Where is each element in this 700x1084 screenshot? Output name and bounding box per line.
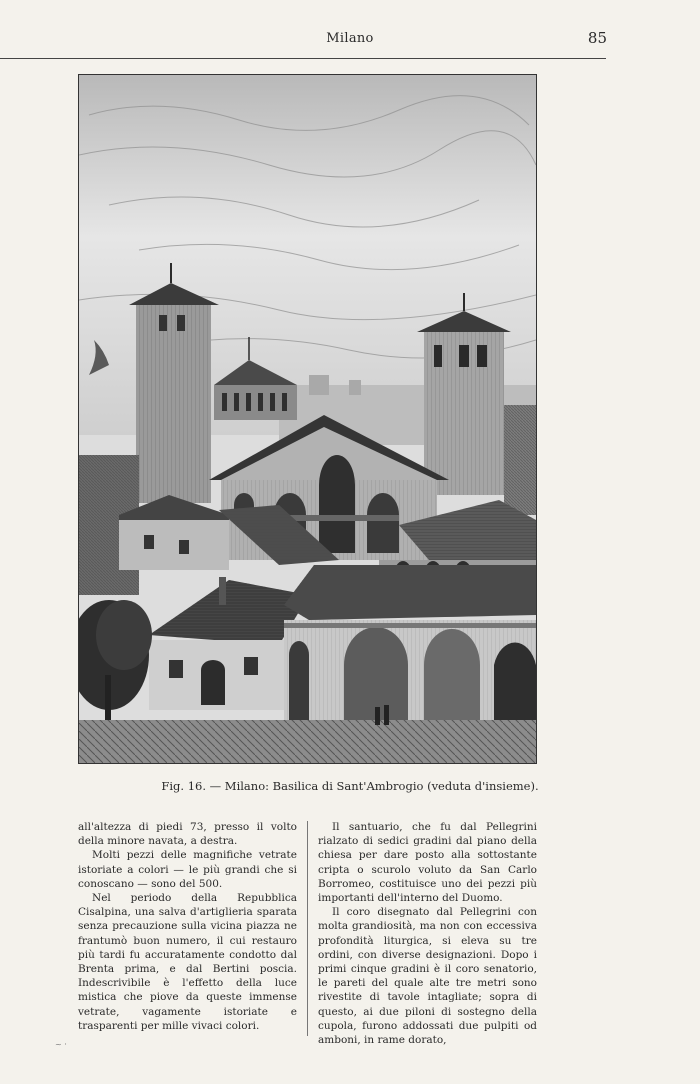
paragraph: Nel periodo della Repubblica Cisalpina, una salva d'artiglieria sparata senza precauzione sulla vicina piazza ne frantumò buon numero, il cui restauro più tardi fu accuratamente condotto dal Brenta prima, e dal Bertini poscia. Indescrivibile è l'effetto della luce mistica che piove da queste immense vetrate, vagamente istoriate e trasparenti per mille vivaci colori. bbox=[78, 892, 297, 1032]
tree bbox=[79, 600, 152, 720]
paragraph: Molti pezzi delle magnifiche vetrate istoriate a colori — le più grandi che si conoscano — sono del 500. bbox=[78, 849, 297, 890]
left-column bbox=[78, 820, 297, 1033]
header-rule bbox=[0, 58, 606, 59]
column-divider bbox=[307, 821, 308, 1036]
paragraph: all'altezza di piedi 73, presso il volto della minore navata, a destra. bbox=[78, 821, 297, 848]
right-column bbox=[318, 820, 537, 1047]
engraving-basilica-sant-ambrogio bbox=[78, 74, 537, 764]
page-number: 85 bbox=[587, 29, 607, 47]
foreground-atrium bbox=[284, 565, 536, 730]
left-bell-tower bbox=[129, 263, 219, 503]
paragraph: Il coro disegnato dal Pellegrini con molta grandiosità, ma non con eccessiva profondità liturgica, si eleva su tre ordini, con diverse designazioni. Dopo i primi cinque gradini è il coro senatorio, le pareti del quale alte tre metri sono rivestite di tavole intagliate; sopra di questo, ai due piloni di sostegno della cupola, furono addossati due pulpiti od amboni, in rame dorato, bbox=[318, 906, 537, 1047]
stray-mark: ~ · bbox=[55, 1040, 67, 1049]
running-header-title: Milano bbox=[326, 31, 374, 46]
paragraph: Il santuario, che fu dal Pellegrini rialzato di sedici gradini dal piano della chiesa per dare posto alla sottostante cripta o scurolo voluto da San Carlo Borromeo, costituisce uno dei pezzi più importanti dell'interno del Duomo. bbox=[318, 821, 537, 905]
figure-caption: Fig. 16. — Milano: Basilica di Sant'Ambrogio (veduta d'insieme). bbox=[161, 779, 539, 793]
